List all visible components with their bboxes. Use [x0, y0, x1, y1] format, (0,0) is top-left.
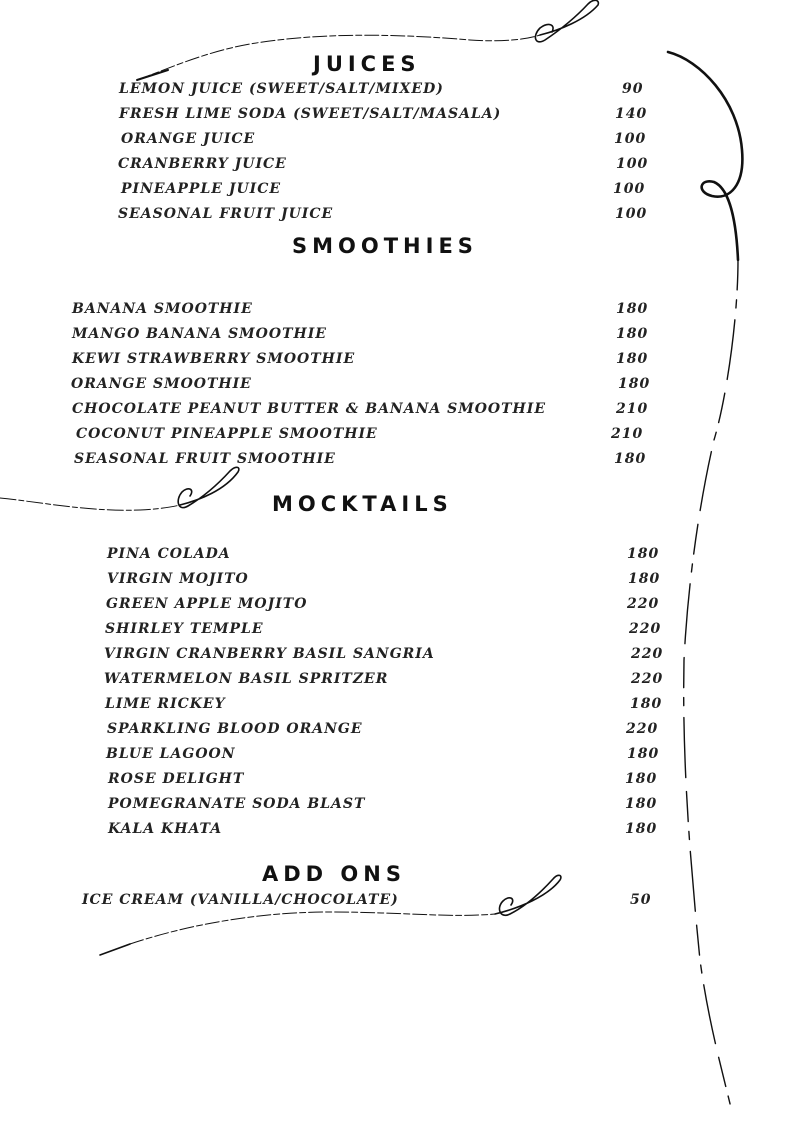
- menu-item-name: SEASONAL FRUIT SMOOTHIE: [74, 451, 336, 467]
- menu-item-price: 220: [631, 646, 664, 662]
- menu-item-name: PINA COLADA: [107, 546, 231, 562]
- menu-item-price: 180: [618, 376, 651, 392]
- menu-item-price: 180: [625, 796, 658, 812]
- menu-item-price: 220: [627, 596, 660, 612]
- menu-item-name: ICE CREAM (VANILLA/CHOCOLATE): [82, 892, 399, 908]
- menu-item-name: ROSE DELIGHT: [108, 771, 245, 787]
- menu-item-name: ORANGE SMOOTHIE: [71, 376, 252, 392]
- menu-item-name: CHOCOLATE PEANUT BUTTER & BANANA SMOOTHIE: [72, 401, 546, 417]
- menu-item-name: BLUE LAGOON: [106, 746, 236, 762]
- menu-item-price: 140: [615, 106, 648, 122]
- menu-item-name: KEWI STRAWBERRY SMOOTHIE: [72, 351, 356, 367]
- menu-item-price: 50: [630, 892, 652, 908]
- menu-item-name: COCONUT PINEAPPLE SMOOTHIE: [76, 426, 378, 442]
- menu-item-name: KALA KHATA: [108, 821, 223, 837]
- menu-item-name: BANANA SMOOTHIE: [72, 301, 253, 317]
- menu-item-price: 220: [629, 621, 662, 637]
- menu-item-price: 180: [614, 451, 647, 467]
- menu-item-name: SHIRLEY TEMPLE: [105, 621, 264, 637]
- menu-item-name: LEMON JUICE (SWEET/SALT/MIXED): [119, 81, 444, 97]
- section-heading-juices: JUICES: [313, 52, 421, 76]
- menu-item-name: MANGO BANANA SMOOTHIE: [72, 326, 327, 342]
- menu-item-name: CRANBERRY JUICE: [118, 156, 287, 172]
- menu-item-price: 220: [631, 671, 664, 687]
- menu-item-name: POMEGRANATE SODA BLAST: [108, 796, 366, 812]
- menu-item-price: 100: [616, 156, 649, 172]
- menu-item-name: SPARKLING BLOOD ORANGE: [107, 721, 363, 737]
- bottom-swash-flourish-icon: [100, 875, 561, 955]
- menu-item-price: 210: [611, 426, 644, 442]
- menu-item-price: 220: [626, 721, 659, 737]
- menu-item-price: 180: [616, 301, 649, 317]
- menu-item-name: FRESH LIME SODA (SWEET/SALT/MASALA): [119, 106, 502, 122]
- menu-item-name: GREEN APPLE MOJITO: [106, 596, 308, 612]
- right-vertical-swash-icon: [668, 52, 742, 1112]
- menu-item-name: SEASONAL FRUIT JUICE: [118, 206, 334, 222]
- section-heading-add-ons: ADD ONS: [262, 862, 406, 886]
- menu-item-price: 180: [628, 571, 661, 587]
- menu-item-price: 100: [615, 206, 648, 222]
- menu-item-price: 100: [614, 131, 647, 147]
- menu-item-price: 180: [627, 746, 660, 762]
- menu-item-price: 180: [616, 351, 649, 367]
- menu-item-price: 180: [625, 821, 658, 837]
- menu-item-name: ORANGE JUICE: [121, 131, 256, 147]
- menu-item-price: 90: [622, 81, 644, 97]
- menu-item-name: VIRGIN CRANBERRY BASIL SANGRIA: [104, 646, 435, 662]
- menu-item-price: 180: [625, 771, 658, 787]
- menu-item-price: 180: [630, 696, 663, 712]
- menu-item-price: 100: [613, 181, 646, 197]
- menu-item-name: VIRGIN MOJITO: [107, 571, 249, 587]
- menu-item-price: 180: [616, 326, 649, 342]
- middle-swash-flourish-icon: [0, 467, 239, 510]
- section-heading-mocktails: MOCKTAILS: [272, 492, 453, 516]
- menu-item-price: 210: [616, 401, 649, 417]
- section-heading-smoothies: SMOOTHIES: [292, 234, 478, 258]
- menu-item-name: WATERMELON BASIL SPRITZER: [104, 671, 389, 687]
- menu-item-price: 180: [627, 546, 660, 562]
- menu-item-name: PINEAPPLE JUICE: [121, 181, 282, 197]
- menu-item-name: LIME RICKEY: [105, 696, 226, 712]
